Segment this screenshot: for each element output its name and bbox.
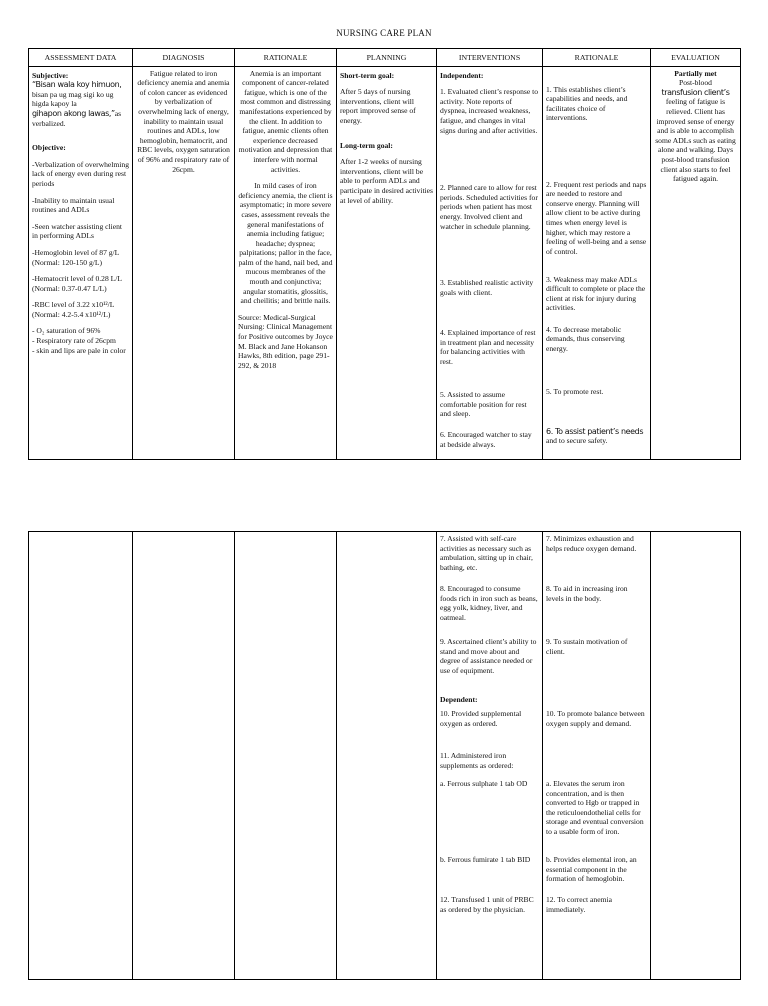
assessment-cell: [29, 532, 133, 980]
planning-cell: [337, 66, 437, 459]
intervention-item: 2. Planned care to allow for rest periods. Scheduled activities for periods when patient has most energy. Involved client and watcher in schedule planning.: [440, 183, 538, 231]
rationale-item: [546, 751, 647, 779]
rationale-2-cell: [543, 532, 651, 980]
rationale-item: a. Elevates the serum iron concentration, and is then converted to Hgb or trapped in the reticuloendothelial cells for storage and eventual conversion to a usable form of iron.: [546, 779, 644, 836]
planning-cell: [337, 532, 437, 980]
objective-item: -Inability to maintain usual routines and ADLs: [32, 195, 115, 215]
quote-line-3: gihapon akong lawas,”: [32, 108, 115, 118]
intervention-item: b. Ferrous fumirate 1 tab BID: [440, 855, 531, 864]
intervention-item: 9. Ascertained client’s ability to stand and move about and degree of assistance needed or use of equipment.: [440, 637, 537, 675]
rationale-item: 8. To aid in increasing iron levels in the body.: [546, 584, 628, 603]
intervention-item: a. Ferrous sulphate 1 tab OD: [440, 779, 528, 788]
diagnosis-cell: [133, 532, 235, 980]
header-row: [29, 49, 741, 67]
assessment-cell: [29, 66, 133, 459]
header-rationale-2: RATIONALE: [543, 49, 651, 67]
long-term-text: After 1-2 weeks of nursing interventions, client will be able to perform ADLs and participate in desired activities at level of ability.: [340, 157, 433, 205]
intervention-item: 5. Assisted to assume comfortable position for rest and sleep.: [440, 390, 527, 419]
objective-item: - skin and lips are pale in color: [32, 345, 126, 355]
intervention-item: 8. Encouraged to consume foods rich in iron such as beans, egg yolk, kidney, liver, and oatmeal.: [440, 584, 538, 622]
rationale-item: and to secure safety.: [546, 436, 608, 446]
header-assessment: ASSESSMENT DATA: [29, 49, 133, 67]
quote-verbalized: as verbalized.: [32, 108, 122, 128]
rationale-item: 1. This establishes client’s capabilities and needs, and facilitates choice of interventions.: [546, 84, 628, 123]
rationale-item: 5. To promote rest.: [546, 386, 604, 396]
rationale-cell: [235, 66, 337, 459]
rationale-item: 12. To correct anemia immediately.: [546, 895, 612, 914]
header-diagnosis: DIAGNOSIS: [133, 49, 235, 67]
independent-label: Independent:: [440, 70, 484, 80]
objective-item: -Hematocrit level of 0.28 L/L (Normal: 0.37-0.47 L/L): [32, 274, 122, 293]
intervention-item: 4. Explained importance of rest in treatment plan and necessity for balancing activities with rest.: [440, 328, 536, 366]
header-interventions: INTERVENTIONS: [437, 49, 543, 67]
care-plan-table: [28, 48, 741, 460]
rationale-cell: [235, 532, 337, 980]
rationale-item: 10. To promote balance between oxygen supply and demand.: [546, 709, 645, 728]
objective-item: -Hemoglobin level of 87 g/L (Normal: 120-150 g/L): [32, 247, 120, 267]
header-evaluation: EVALUATION: [651, 49, 741, 67]
rationale-paragraph-2: In mild cases of iron deficiency anemia, the client is asymptomatic; in more severe cases, assessment reveals the general manifestations of anemia including fatigue; headache; dyspnea; palpitations; pallor in the face, palm of the hand, nail bed, and mucous membranes of the mouth and conjunctiva; angular stomatitis, glossitis, and cheilitis; and brittle nails.: [238, 181, 333, 306]
care-plan-table-continued: [28, 531, 741, 980]
objective-item: - Respiratory rate of 26cpm: [32, 336, 116, 346]
objective-label: Objective:: [32, 143, 66, 153]
short-term-label: Short-term goal:: [340, 70, 395, 80]
rationale-item: b. Provides elemental iron, an essential component in the formation of hemoglobin.: [546, 855, 637, 884]
rationale-2-cell: [543, 66, 651, 459]
evaluation-cell: [651, 532, 741, 980]
quote-line-2: bisan pa ug mag sigi ko ug higda kapoy la: [32, 89, 114, 109]
evaluation-text: feeling of fatigue is relieved. Client has improved sense of energy and is able to accomplish some ADLs such as eating alone and walking. Days post-blood transfusion client also starts to feel fatigued again.: [655, 97, 736, 184]
rationale-item: 9. To sustain motivation of client.: [546, 637, 628, 656]
rationale-item: 2. Frequent rest periods and naps are needed to restore and conserve energy. Planning will allow client to be active during times when energy level is higher, which may restore a feeling of well-being and a sense of control.: [546, 179, 647, 256]
intervention-item: 11. Administered iron supplements as ordered:: [440, 751, 514, 770]
intervention-item: 1. Evaluated client’s response to activity. Note reports of dyspnea, increased weakness, fatigue, and changes in vital signs during and after activities.: [440, 87, 539, 135]
interventions-cell: [437, 66, 543, 459]
diagnosis-cell: [133, 66, 235, 459]
intervention-item: 7. Assisted with self-care activities as necessary such as ambulation, sitting up in chair, bathing, etc.: [440, 534, 533, 572]
objective-item: -Verbalization of overwhelming lack of energy even during rest periods: [32, 159, 129, 188]
evaluation-status: Partially met: [674, 68, 717, 78]
intervention-item: 3. Established realistic activity goals with client.: [440, 278, 534, 297]
intervention-item: 10. Provided supplemental oxygen as ordered.: [440, 709, 522, 728]
objective-item: -RBC level of 3.22 x10¹²/L (Normal: 4.2-5.4 x10¹²/L): [32, 300, 115, 319]
short-term-text: After 5 days of nursing interventions, client will report improved sense of energy.: [340, 87, 416, 125]
header-rationale: RATIONALE: [235, 49, 337, 67]
diagnosis-text: Fatigue related to iron deficiency anemia and anemia of colon cancer as evidenced by verbalization of overwhelming lack of energy, inability to maintain usual routines and ADLs, low hemoglobin, hematocrit, and RBC levels, oxygen saturation of 96% and respiratory rate of 26cpm.: [137, 68, 230, 174]
document-title: NURSING CARE PLAN: [336, 28, 432, 38]
evaluation-cell: [651, 66, 741, 459]
content-row: [29, 66, 741, 459]
content-row: [29, 532, 741, 980]
intervention-item: 6. Encouraged watcher to stay at bedside always.: [440, 430, 532, 449]
rationale-item: 3. Weakness may make ADLs difficult to complete or place the client at risk for injury during activities.: [546, 274, 646, 313]
subjective-label: Subjective:: [32, 70, 69, 80]
rationale-item-handwritten: 6. To assist patient’s needs: [546, 426, 644, 436]
dependent-label: Dependent:: [440, 695, 478, 704]
evaluation-line-2: transfusion client’s: [661, 87, 730, 97]
header-planning: PLANNING: [337, 49, 437, 67]
interventions-cell: [437, 532, 543, 980]
long-term-label: Long-term goal:: [340, 140, 393, 150]
rationale-source: Source: Medical-Surgical Nursing: Clinical Management for Positive outcomes by Joyce M. Black and Jane Hokanson Hawks, 8th edition, page 291-292, & 2018: [238, 312, 333, 370]
rationale-paragraph-1: Anemia is an important component of cancer-related fatigue, which is one of the most common and distressing manifestations experienced by the client. In addition to fatigue, anemic clients often experience decreased motivation and depression that interfere with normal activities.: [238, 68, 333, 174]
objective-item: -Seen watcher assisting client in performing ADLs: [32, 221, 123, 241]
intervention-item: 12. Transfused 1 unit of PRBC as ordered by the physician.: [440, 895, 534, 914]
rationale-item: 4. To decrease metabolic demands, thus conserving energy.: [546, 324, 625, 353]
quote-line-1: “Bisan wala koy himuon,: [32, 80, 122, 90]
rationale-item: 7. Minimizes exhaustion and helps reduce oxygen demand.: [546, 534, 637, 553]
evaluation-line-1: Post-blood: [679, 78, 712, 88]
objective-item: - O₂ saturation of 96%: [32, 326, 101, 336]
